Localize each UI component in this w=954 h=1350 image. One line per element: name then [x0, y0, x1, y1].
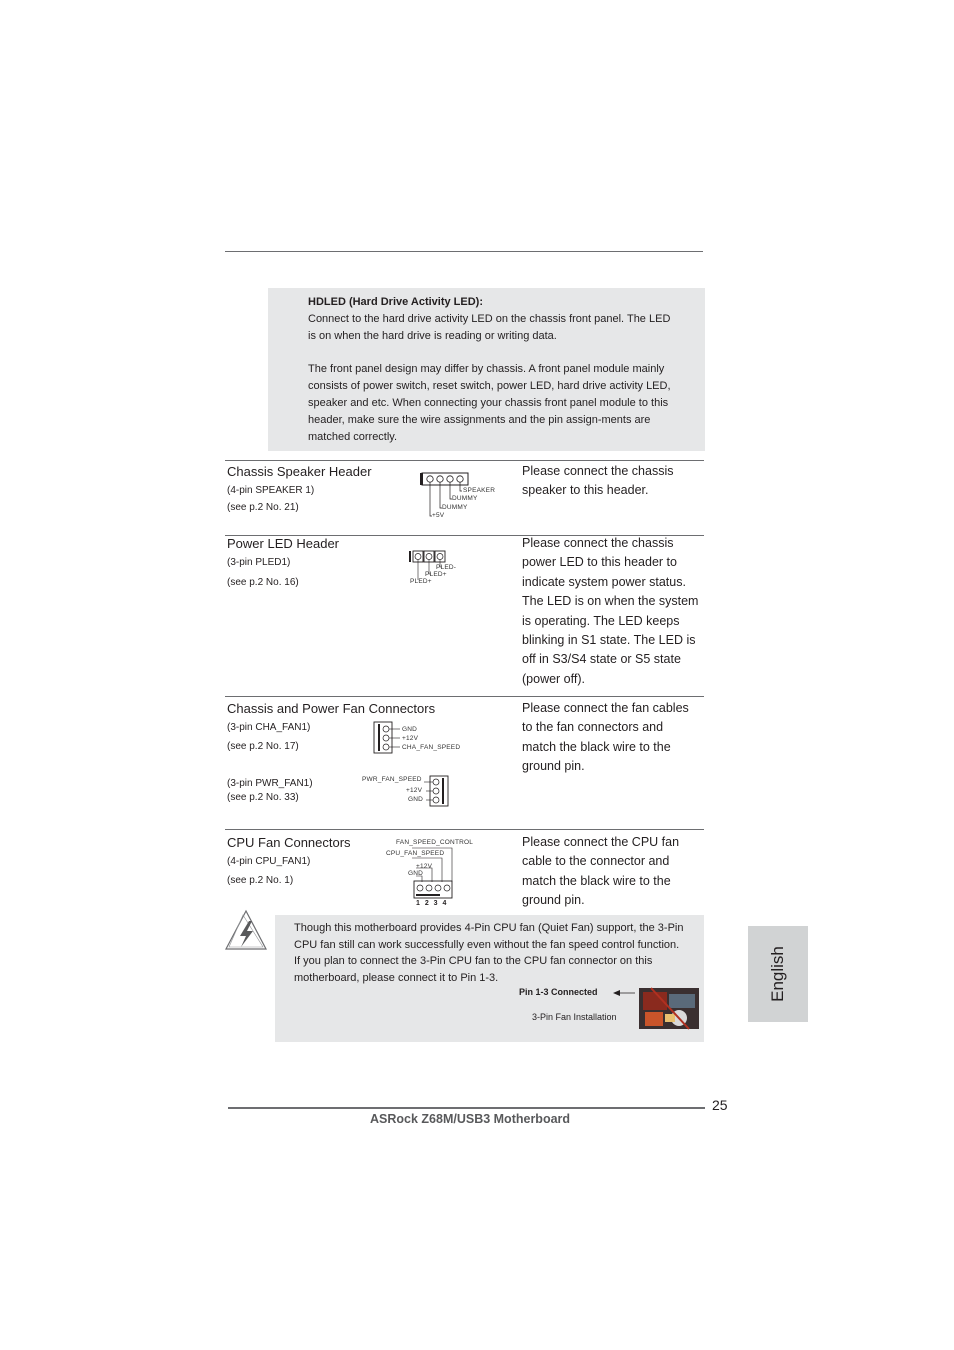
speaker-label: SPEAKER: [463, 487, 496, 494]
desc-line: ground pin.: [522, 759, 585, 774]
power-led-description: [522, 534, 707, 689]
power-led-title: Power LED Header: [227, 536, 339, 551]
arrow-left-icon: [613, 988, 637, 998]
cha-fan-connector-diagram: [374, 722, 404, 754]
power-led-pin: (3-pin PLED1): [227, 557, 291, 568]
desc-line: Please connect the chassis: [522, 536, 674, 550]
speaker-ref: (see p.2 No. 21): [227, 502, 299, 513]
cpu-fan-ref: (see p.2 No. 1): [227, 875, 294, 886]
warning-line: Though this motherboard provides 4-Pin CPU fan (Quiet Fan) support, the 3-Pin: [294, 922, 684, 934]
footer-rule: [228, 1107, 705, 1109]
hdled-para-line: The front panel design may differ by chassis. A front panel module mainly: [308, 363, 665, 375]
top-rule: [225, 251, 703, 252]
desc-line: match the black wire to the: [522, 873, 671, 888]
desc-line: Please connect the CPU fan: [522, 835, 680, 849]
desc-line: The LED is on when the system: [522, 594, 699, 609]
desc-line: to the fan connectors and: [522, 720, 664, 735]
speaker-description: [522, 462, 707, 501]
cpu-fan-pin-numbers: 1 2 3 4: [416, 900, 448, 907]
cha-fan-pin: (3-pin CHA_FAN1): [227, 722, 311, 733]
cpu-fan-description: [522, 833, 707, 911]
fans-title: Chassis and Power Fan Connectors: [227, 701, 436, 716]
hdled-para-line: matched correctly.: [308, 431, 398, 443]
hdled-line2: is on when the hard drive is reading or writing data.: [308, 330, 557, 342]
cpu-fan-pin: (4-pin CPU_FAN1): [227, 856, 311, 867]
pwr-fan-label: GND: [408, 796, 424, 803]
cha-fan-ref: (see p.2 No. 17): [227, 741, 299, 752]
speaker-label: DUMMY: [452, 495, 478, 502]
cpu-fan-label: FAN_SPEED_CONTROL: [396, 839, 474, 846]
section-rule: [225, 696, 704, 697]
warning-line: If you plan to connect the 3-Pin CPU fan to the CPU fan connector on this: [294, 955, 653, 967]
desc-line: off in S3/S4 state or S5 state: [522, 652, 681, 667]
desc-line: blinking in S1 state. The LED is: [522, 633, 696, 648]
pwr-fan-label: PWR_FAN_SPEED: [362, 776, 422, 783]
pwr-fan-pin: (3-pin PWR_FAN1): [227, 778, 313, 789]
cpu-fan-label: +12V: [416, 863, 433, 870]
desc-line: speaker to this header.: [522, 483, 649, 498]
pwr-fan-label: +12V: [406, 787, 423, 794]
cpu-fan-label: CPU_FAN_SPEED: [386, 850, 445, 857]
section-rule: [225, 460, 704, 461]
speaker-label: DUMMY: [442, 504, 468, 511]
cha-fan-label: GND: [402, 726, 418, 733]
power-led-ref: (see p.2 No. 16): [227, 577, 299, 588]
power-led-label: PLED+: [410, 578, 432, 585]
hdled-para-line: speaker and etc. When connecting your chassis front panel module to this: [308, 397, 669, 409]
hdled-title: HDLED (Hard Drive Activity LED):: [308, 296, 484, 308]
fan-installation-photo: [639, 988, 699, 1029]
desc-line: power LED to this header to: [522, 555, 677, 570]
desc-line: cable to the connector and: [522, 854, 670, 869]
speaker-title: Chassis Speaker Header: [227, 464, 372, 479]
desc-line: (power off).: [522, 671, 585, 686]
fans-description: [522, 699, 707, 777]
speaker-label: +5V: [432, 512, 445, 519]
desc-line: Please connect the fan cables: [522, 701, 689, 715]
speaker-pin: (4-pin SPEAKER 1): [227, 485, 315, 496]
warning-note-text: [294, 920, 699, 986]
warning-line: CPU fan still can work successfully even without the fan speed control function.: [294, 938, 680, 951]
warning-line: motherboard, please connect it to Pin 1-3.: [294, 971, 499, 984]
desc-line: indicate system power status.: [522, 574, 686, 589]
warning-icon: [226, 909, 268, 951]
hdled-para-line: header, make sure the wire assignments and the pin assign-ments are: [308, 414, 651, 426]
desc-line: is operating. The LED keeps: [522, 613, 680, 628]
power-led-label: PLED+: [425, 571, 447, 578]
section-rule: [225, 829, 704, 830]
pwr-fan-connector-diagram: [424, 776, 454, 808]
hdled-note: [308, 294, 698, 446]
cha-fan-label: +12V: [402, 735, 419, 742]
desc-line: Please connect the chassis: [522, 464, 674, 478]
power-led-label: PLED-: [436, 564, 457, 571]
cpu-fan-label: GND: [408, 870, 424, 877]
hdled-line1: Connect to the hard drive activity LED on the chassis front panel. The LED: [308, 313, 671, 325]
language-tab-label: English: [768, 946, 787, 1002]
pwr-fan-ref: (see p.2 No. 33): [227, 792, 299, 803]
cha-fan-label: CHA_FAN_SPEED: [402, 744, 461, 751]
pin-connected-label: Pin 1-3 Connected: [519, 987, 598, 997]
hdled-para-line: consists of power switch, reset switch, power LED, hard drive activity LED,: [308, 380, 671, 392]
desc-line: ground pin.: [522, 893, 585, 908]
footer-product: ASRock Z68M/USB3 Motherboard: [370, 1112, 571, 1126]
desc-line: match the black wire to the: [522, 739, 671, 754]
page-number: 25: [712, 1097, 728, 1113]
language-tab[interactable]: [748, 926, 808, 1022]
cpu-fan-title: CPU Fan Connectors: [227, 835, 351, 850]
fan-installation-label: 3-Pin Fan Installation: [532, 1012, 617, 1022]
